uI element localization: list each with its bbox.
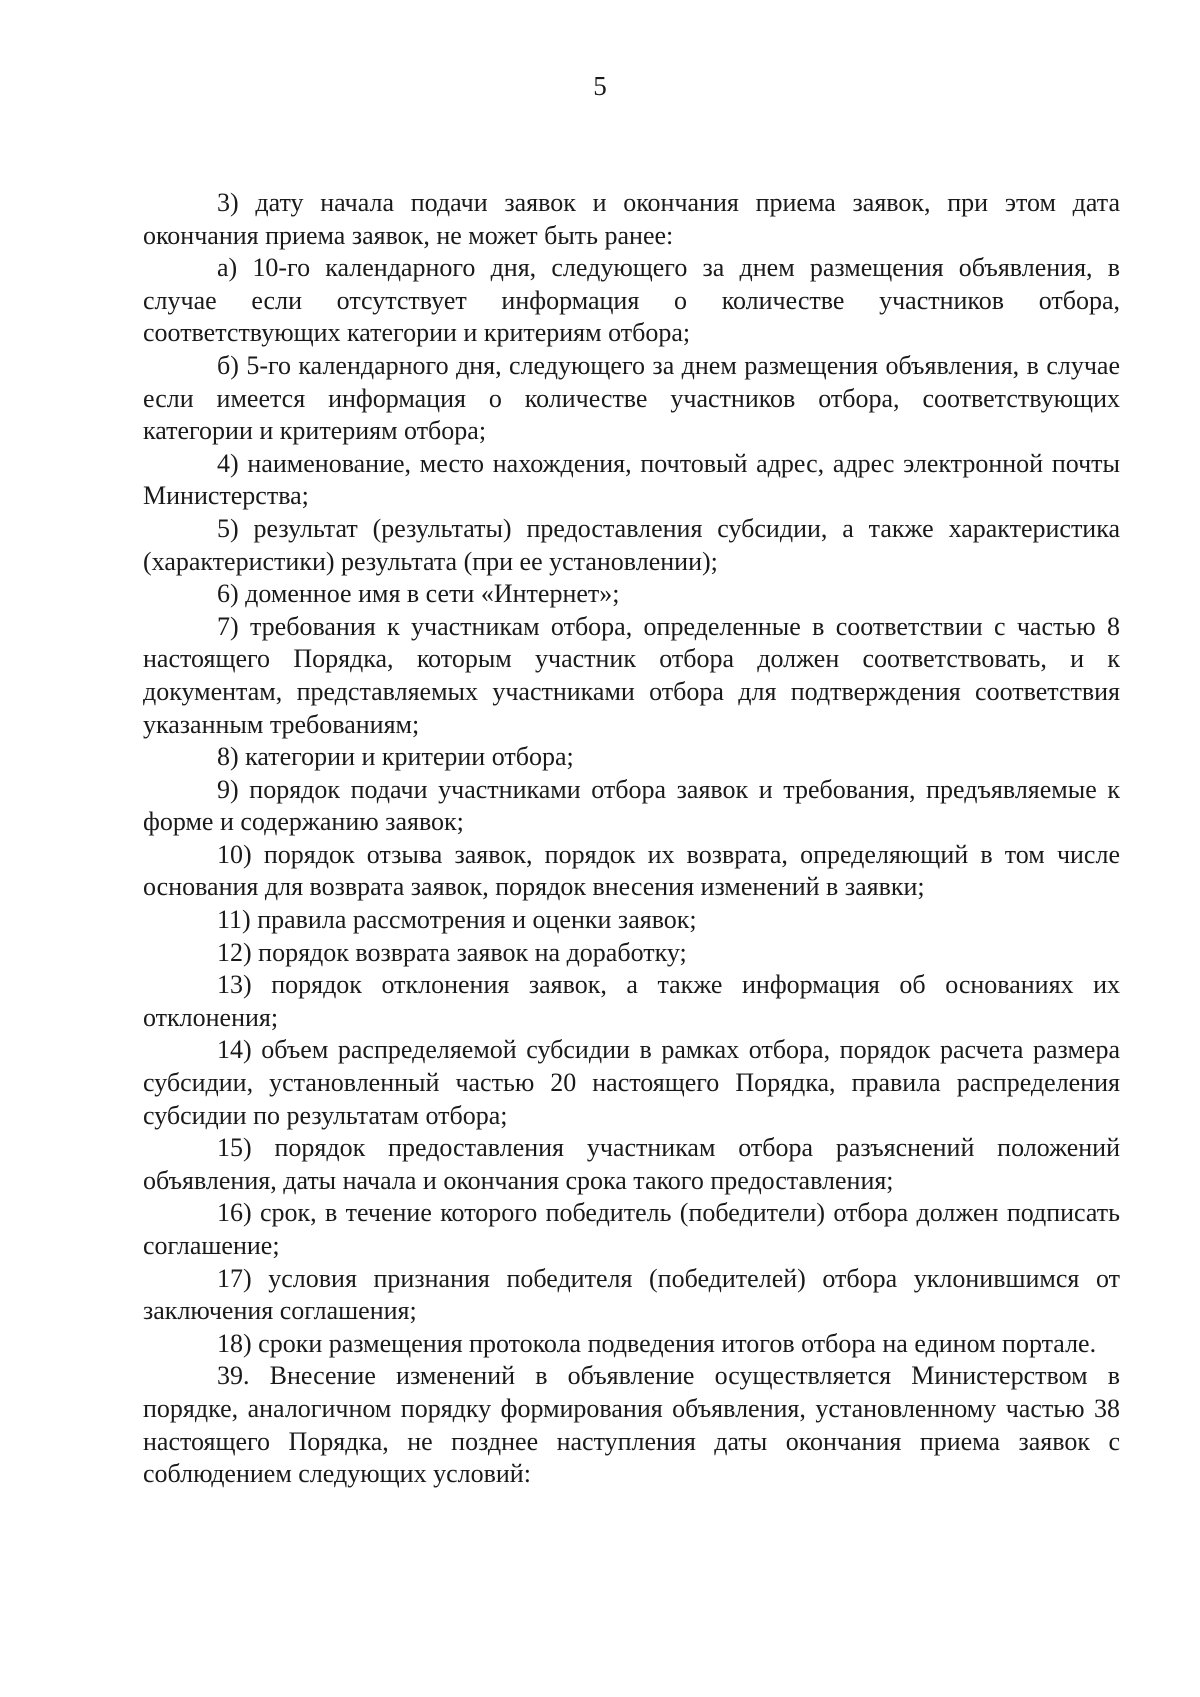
paragraph-item-10: 10) порядок отзыва заявок, порядок их возврата, определяющий в том числе основания для возврата заявок, порядок внесения изменений в заявки;	[143, 839, 1120, 902]
paragraph-subitem-b: б) 5-го календарного дня, следующего за днем размещения объявления, в случае если имеется информация о количестве участников отбора, соответствующих категории и критериям отбора;	[143, 350, 1120, 446]
paragraph-item-18: 18) сроки размещения протокола подведения итогов отбора на едином портале.	[217, 1328, 1097, 1358]
paragraph-item-17: 17) условия признания победителя (победителей) отбора уклонившимся от заключения соглашения;	[143, 1263, 1120, 1326]
paragraph-item-15: 15) порядок предоставления участникам отбора разъяснений положений объявления, даты начала и окончания срока такого предоставления;	[143, 1133, 1120, 1195]
paragraph-item-6: 6) доменное имя в сети «Интернет»;	[217, 579, 620, 609]
paragraph-item-9: 9) порядок подачи участниками отбора заявок и требования, предъявляемые к форме и содержанию заявок;	[143, 774, 1120, 837]
paragraph-item-3: 3) дату начала подачи заявок и окончания приема заявок, при этом дата окончания приема заявок, не может быть ранее:	[143, 188, 1120, 250]
paragraph-item-16: 16) срок, в течение которого победитель (победители) отбора должен подписать соглашение;	[143, 1198, 1120, 1260]
paragraph-section-39: 39. Внесение изменений в объявление осуществляется Министерством в порядке, аналогичном порядку формирования объявления, установленному частью 38 настоящего Порядка, не позднее наступления даты окончания приема заявок с соблюдением следующих условий:	[143, 1361, 1120, 1489]
paragraph-item-8: 8) категории и критерии отбора;	[217, 742, 574, 772]
page-number: 5	[593, 71, 607, 101]
paragraph-item-12: 12) порядок возврата заявок на доработку;	[217, 937, 687, 967]
paragraph-item-11: 11) правила рассмотрения и оценки заявок;	[217, 905, 697, 935]
paragraph-item-14: 14) объем распределяемой субсидии в рамках отбора, порядок расчета размера субсидии, установленный частью 20 настоящего Порядка, правила распределения субсидии по результатам отбора;	[143, 1035, 1120, 1130]
paragraph-item-7: 7) требования к участникам отбора, определенные в соответствии с частью 8 настоящего Порядка, которым участник отбора должен соответствовать, и к документам, представляемых участниками отбора для подтверждения соответствия указанным требованиям;	[143, 611, 1120, 739]
paragraph-item-5: 5) результат (результаты) предоставления субсидии, а также характеристика (характеристики) результата (при ее установлении);	[143, 513, 1120, 576]
paragraph-subitem-a: а) 10-го календарного дня, следующего за днем размещения объявления, в случае если отсутствует информация о количестве участников отбора, соответствующих категории и критериям отбора;	[143, 253, 1120, 348]
paragraph-item-4: 4) наименование, место нахождения, почтовый адрес, адрес электронной почты Министерства;	[143, 448, 1120, 511]
paragraph-item-13: 13) порядок отклонения заявок, а также информация об основаниях их отклонения;	[143, 970, 1120, 1032]
document-body	[143, 187, 1120, 1491]
